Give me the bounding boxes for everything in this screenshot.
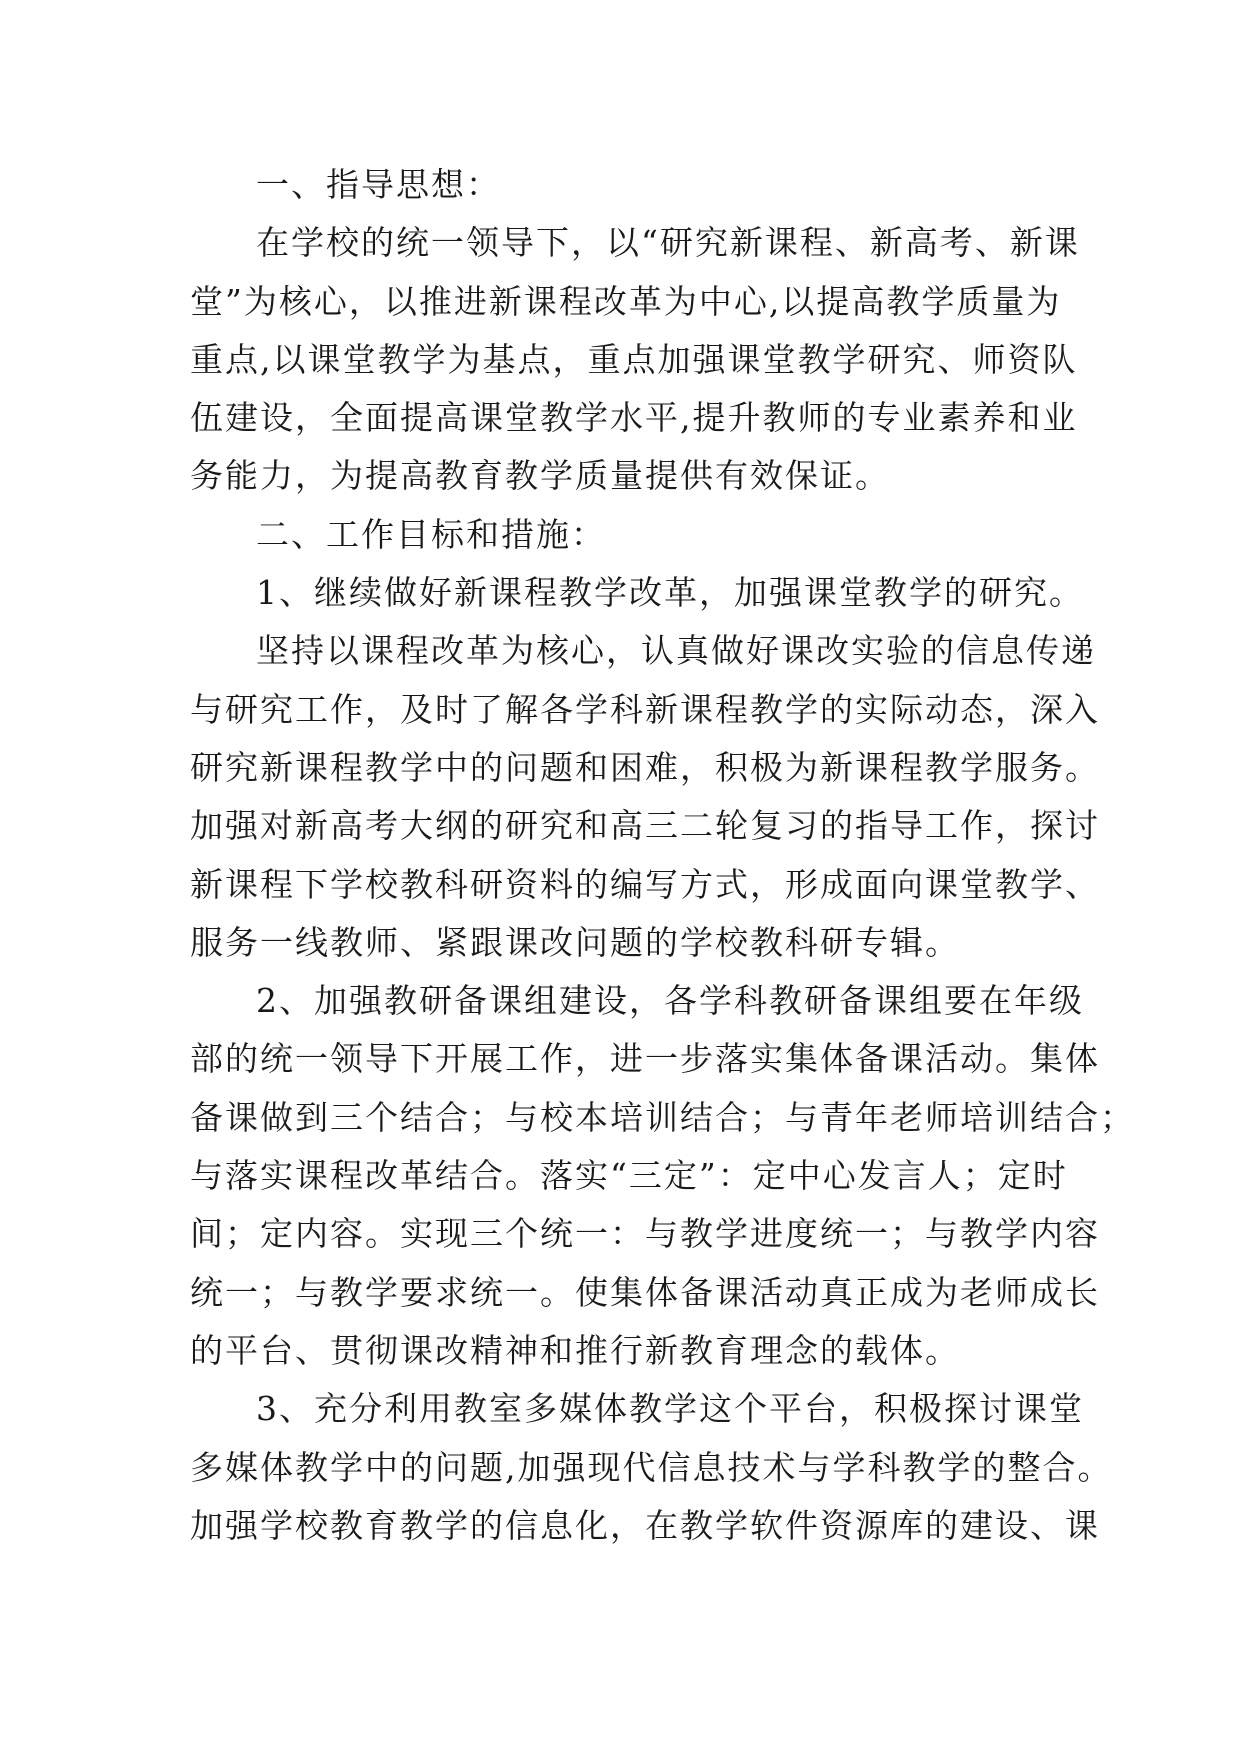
- paragraph-line: 加强学校教育教学的信息化，在教学软件资源库的建设、课: [190, 1505, 1100, 1545]
- section-heading-guiding-ideology: 一、指导思想：: [256, 165, 501, 204]
- paragraph-line: 与落实课程改革结合。落实“三定”：定中心发言人；定时: [190, 1156, 1068, 1196]
- list-item-paragraph: 3、充分利用教室多媒体教学这个平台，积极探讨课堂: [256, 1389, 1084, 1429]
- paragraph-line: 务能力，为提高教育教学质量提供有效保证。: [190, 456, 890, 496]
- paragraph-line: 的平台、贯彻课改精神和推行新教育理念的载体。: [190, 1330, 960, 1370]
- paragraph-line: 重点,以课堂教学为基点，重点加强课堂教学研究、师资队: [190, 339, 1078, 379]
- paragraph-line: 伍建设，全面提高课堂教学水平,提升教师的专业素养和业: [190, 398, 1078, 438]
- paragraph-line: 坚持以课程改革为核心，认真做好课改实验的信息传递: [256, 631, 1096, 671]
- paragraph-line: 在学校的统一领导下，以“研究新课程、新高考、新课: [256, 223, 1080, 263]
- list-item-paragraph: 2、加强教研备课组建设，各学科教研备课组要在年级: [256, 981, 1084, 1021]
- paragraph-line: 新课程下学校教科研资料的编写方式，形成面向课堂教学、: [190, 864, 1100, 904]
- paragraph-line: 堂”为核心，以推进新课程改革为中心,以提高教学质量为: [190, 281, 1062, 321]
- paragraph-line: 多媒体教学中的问题,加强现代信息技术与学科教学的整合。: [190, 1447, 1113, 1487]
- paragraph-line: 统一；与教学要求统一。使集体备课活动真正成为老师成长: [190, 1272, 1100, 1312]
- paragraph-line: 服务一线教师、紧跟课改问题的学校教科研专辑。: [190, 922, 960, 962]
- paragraph-line: 备课做到三个结合；与校本培训结合；与青年老师培训结合；: [190, 1097, 1135, 1137]
- paragraph-line: 部的统一领导下开展工作，进一步落实集体备课活动。集体: [190, 1039, 1100, 1079]
- paragraph-line: 与研究工作，及时了解各学科新课程教学的实际动态，深入: [190, 689, 1100, 729]
- section-heading-goals-measures: 二、工作目标和措施：: [256, 514, 606, 554]
- paragraph-line: 间；定内容。实现三个统一：与教学进度统一；与教学内容: [190, 1214, 1100, 1254]
- paragraph-line: 加强对新高考大纲的研究和高三二轮复习的指导工作，探讨: [190, 806, 1100, 846]
- list-item-heading: 1、继续做好新课程教学改革，加强课堂教学的研究。: [256, 573, 1084, 613]
- paragraph-line: 研究新课程教学中的问题和困难，积极为新课程教学服务。: [190, 747, 1100, 787]
- document-body: [190, 156, 1135, 1555]
